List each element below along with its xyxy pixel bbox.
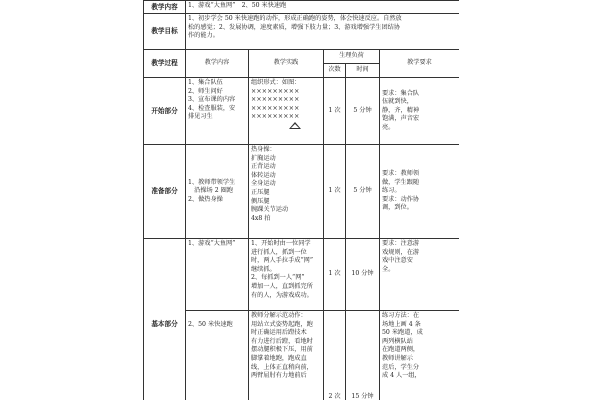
requirement-line: 场地上画 4 条 bbox=[382, 320, 421, 328]
requirement-line: 戏中注意安 bbox=[382, 257, 413, 265]
goal-row bbox=[144, 14, 460, 50]
content-header: 教学内容 bbox=[186, 50, 249, 78]
prep-content bbox=[186, 145, 249, 239]
prep-practice bbox=[249, 145, 324, 239]
practice-line: 时，两人手拉手成“网” bbox=[251, 257, 314, 265]
requirement-line: 亮。 bbox=[382, 123, 395, 131]
start-content bbox=[186, 78, 249, 145]
exercise-item: 正背运动 bbox=[251, 163, 276, 171]
basic-requirements-a bbox=[380, 239, 460, 311]
formation-row: ××××××××× bbox=[251, 113, 300, 121]
lesson-plan-table bbox=[143, 0, 459, 400]
exercise-item: 4x8 拍 bbox=[251, 214, 271, 222]
start-time: 5 分钟 bbox=[346, 78, 380, 145]
section-label-start: 开始部分 bbox=[144, 78, 186, 145]
requirement-line: 要求：注意游 bbox=[382, 240, 420, 247]
list-item: 4、检查服装，安 bbox=[188, 104, 236, 112]
list-item: 1、游戏“大鱼网” bbox=[188, 240, 236, 247]
requirement-line: 练习。 bbox=[382, 187, 401, 195]
exercise-item: 体转运动 bbox=[251, 171, 276, 179]
practice-header: 教学实践 bbox=[249, 50, 324, 78]
prep-time: 5 分钟 bbox=[346, 145, 380, 239]
exercise-item: 侧压腿 bbox=[251, 197, 270, 205]
practice-line: 进行抓人，抓到一位 bbox=[251, 248, 307, 256]
practice-line: 时正确运用后蹬技术 bbox=[251, 329, 307, 337]
requirement-line: 练习方法：在 bbox=[382, 312, 420, 319]
requirement-line: 50 米跑道，成 bbox=[382, 329, 423, 337]
list-item: 2、师生问好 bbox=[188, 87, 223, 95]
exercise-item: 正压腿 bbox=[251, 188, 270, 196]
table-row bbox=[144, 78, 460, 145]
basic-time-a: 10 分钟 bbox=[346, 239, 380, 311]
goal-value bbox=[186, 14, 460, 50]
start-requirements bbox=[380, 78, 460, 145]
requirement-line: 要求：动作协 bbox=[382, 195, 420, 203]
list-item: 3、宣布课的内容 bbox=[188, 96, 236, 104]
requirement-line: 做，学生跟随 bbox=[382, 178, 420, 186]
exercise-item: 扩胸运动 bbox=[251, 154, 276, 162]
exercise-item: 全身运动 bbox=[251, 180, 276, 188]
requirement-line: 静，齐，精神 bbox=[382, 106, 420, 114]
basic-content-b bbox=[186, 311, 249, 400]
section-label-prep: 准备部分 bbox=[144, 145, 186, 239]
requirement-line: 全。 bbox=[382, 265, 395, 273]
practice-line: 两臂屈肘有力地前后 bbox=[251, 372, 307, 380]
practice-line: 教师分解示范动作： bbox=[251, 312, 307, 319]
column-header-row bbox=[144, 50, 460, 64]
table-row bbox=[144, 239, 460, 311]
requirements-header: 教学要求 bbox=[380, 50, 460, 78]
list-item: 沿操场 2 圈跑 bbox=[188, 187, 233, 195]
requirement-line: 要求：教师领 bbox=[382, 170, 420, 178]
goal-line: 松的感觉；2、发展协调，速度素质，增强下肢力量；3、游戏增强学生团结协 bbox=[188, 23, 401, 31]
formation-row: ××××××××× bbox=[251, 96, 300, 104]
goal-line: 作的能力。 bbox=[188, 32, 219, 40]
basic-count-a: 1 次 bbox=[324, 239, 346, 311]
content-row bbox=[144, 1, 460, 14]
list-item: 2、50 米快速跑 bbox=[188, 321, 233, 328]
exercise-item: 腕踝关节运动 bbox=[251, 206, 289, 214]
practice-line: 增加一人，直到抓完所 bbox=[251, 282, 313, 290]
requirement-line: 两列横队站 bbox=[382, 337, 413, 345]
list-item: 1、教师带领学生 bbox=[188, 178, 236, 186]
formation-caption: 组织形式：如图： bbox=[251, 79, 301, 86]
basic-requirements-b bbox=[380, 311, 460, 400]
requirement-line: 成 4 人一组， bbox=[382, 372, 421, 380]
practice-line: 继续抓。 bbox=[251, 265, 276, 273]
practice-line: 2、每抓到一人“网” bbox=[251, 274, 305, 282]
formation-row: ××××××××× bbox=[251, 104, 300, 112]
lesson-plan-document bbox=[143, 0, 459, 400]
requirement-line: 教师讲解示 bbox=[382, 354, 413, 362]
load-header: 生理负荷 bbox=[324, 50, 380, 64]
duration-header: 时间 bbox=[346, 64, 380, 78]
prep-requirements bbox=[380, 145, 460, 239]
goal-line: 1、初步学会 50 米快速跑的动作，形成正确跑的姿势，体会快速反应。自然放 bbox=[188, 15, 402, 22]
start-practice bbox=[249, 78, 324, 145]
basic-content-a bbox=[186, 239, 249, 311]
basic-practice-a bbox=[249, 239, 324, 311]
requirement-line: 要求：集合队 bbox=[382, 89, 420, 97]
requirement-line: 伍就到快， bbox=[382, 98, 413, 106]
list-item: 1、集合队伍 bbox=[188, 79, 223, 86]
practice-line: 脚掌着地跑，跑成直 bbox=[251, 354, 307, 362]
requirement-line: 戏规则，在游 bbox=[382, 248, 420, 256]
requirement-line: 范后，学生分 bbox=[382, 363, 420, 371]
times-header: 次数 bbox=[324, 64, 346, 78]
requirement-line: 调，到位。 bbox=[382, 204, 413, 212]
list-item: 2、做热身操 bbox=[188, 195, 223, 203]
table-row bbox=[144, 145, 460, 239]
basic-time-b: 15 分钟 bbox=[346, 311, 380, 400]
prep-count: 1 次 bbox=[324, 145, 346, 239]
list-item: 排见习生 bbox=[188, 113, 213, 121]
teacher-triangle-icon bbox=[289, 122, 301, 129]
formation-row: ××××××××× bbox=[251, 87, 300, 95]
table-row bbox=[144, 311, 460, 400]
practice-line: 用站立式姿势起跑，跑 bbox=[251, 320, 313, 328]
start-count: 1 次 bbox=[324, 78, 346, 145]
content-label: 教学内容 bbox=[144, 1, 186, 14]
practice-line: 1、开始时由一位同学 bbox=[251, 240, 311, 247]
requirement-line: 饱满，声音宏 bbox=[382, 115, 420, 123]
practice-line: 线，上体正直稍向前， bbox=[251, 363, 313, 371]
practice-line: 有的人，为游戏成功。 bbox=[251, 291, 313, 299]
practice-line: 摆动腿积极下压，用前 bbox=[251, 346, 313, 354]
goal-label: 教学目标 bbox=[144, 14, 186, 50]
process-header: 教学过程 bbox=[144, 50, 186, 78]
basic-practice-b bbox=[249, 311, 324, 400]
practice-line: 有力进行后蹬，看地时 bbox=[251, 337, 313, 345]
basic-count-b: 2 次 bbox=[324, 311, 346, 400]
section-label-basic: 基本部分 bbox=[144, 239, 186, 400]
content-value: 1、游戏“大鱼网” 2、50 米快速跑 bbox=[186, 1, 460, 14]
exercise-item: 热身操： bbox=[251, 146, 276, 153]
requirement-line: 在跑道两侧， bbox=[382, 346, 420, 354]
